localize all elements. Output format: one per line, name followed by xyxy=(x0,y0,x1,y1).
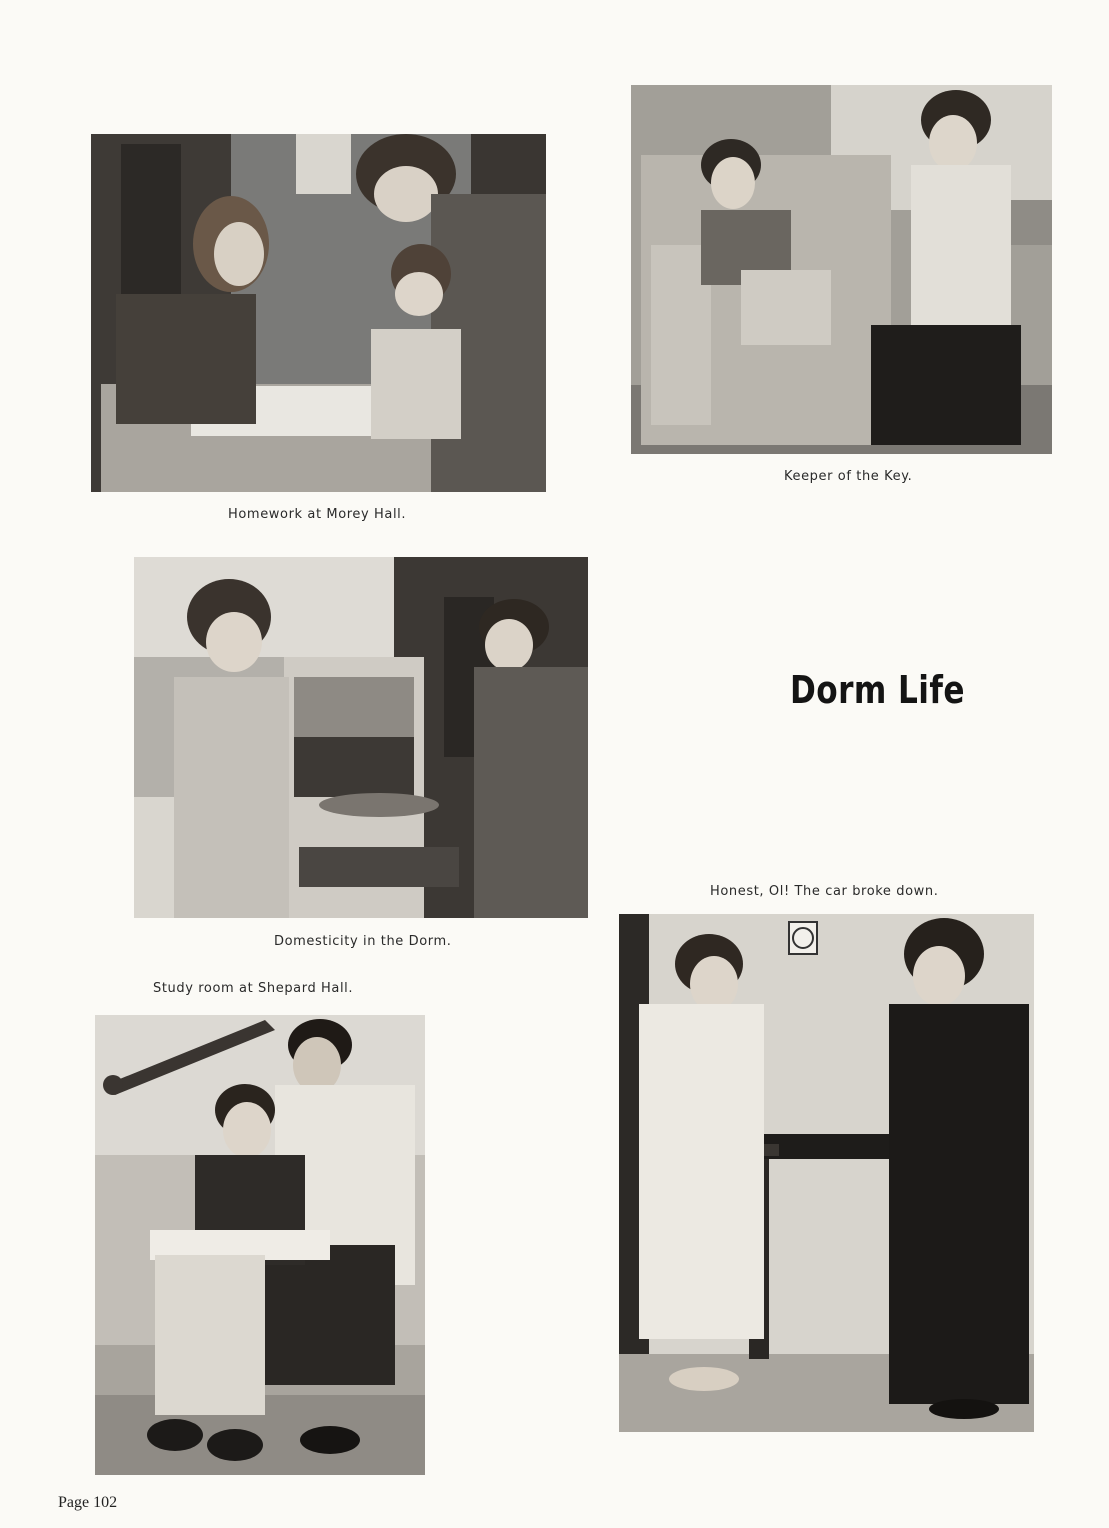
photo-car-broke-down xyxy=(619,914,1034,1432)
page-number: Page 102 xyxy=(58,1494,118,1511)
study-room-photo-image xyxy=(95,1015,425,1475)
domesticity-photo-image xyxy=(134,557,588,918)
page-title: Dorm Life xyxy=(790,668,965,712)
caption-car-broke-down: Honest, Ol! The car broke down. xyxy=(710,884,939,899)
photo-keeper-of-the-key xyxy=(631,85,1052,454)
keeper-photo-image xyxy=(631,85,1052,454)
homework-photo-image xyxy=(91,134,546,492)
car-broke-down-photo-image xyxy=(619,914,1034,1432)
photo-homework-morey-hall xyxy=(91,134,546,492)
caption-keeper-of-the-key: Keeper of the Key. xyxy=(784,469,913,484)
caption-study-room-shepard-hall: Study room at Shepard Hall. xyxy=(153,981,354,996)
caption-homework-morey-hall: Homework at Morey Hall. xyxy=(228,507,407,522)
photo-domesticity-in-the-dorm xyxy=(134,557,588,918)
caption-domesticity-in-the-dorm: Domesticity in the Dorm. xyxy=(274,934,452,949)
photo-study-room-shepard-hall xyxy=(95,1015,425,1475)
